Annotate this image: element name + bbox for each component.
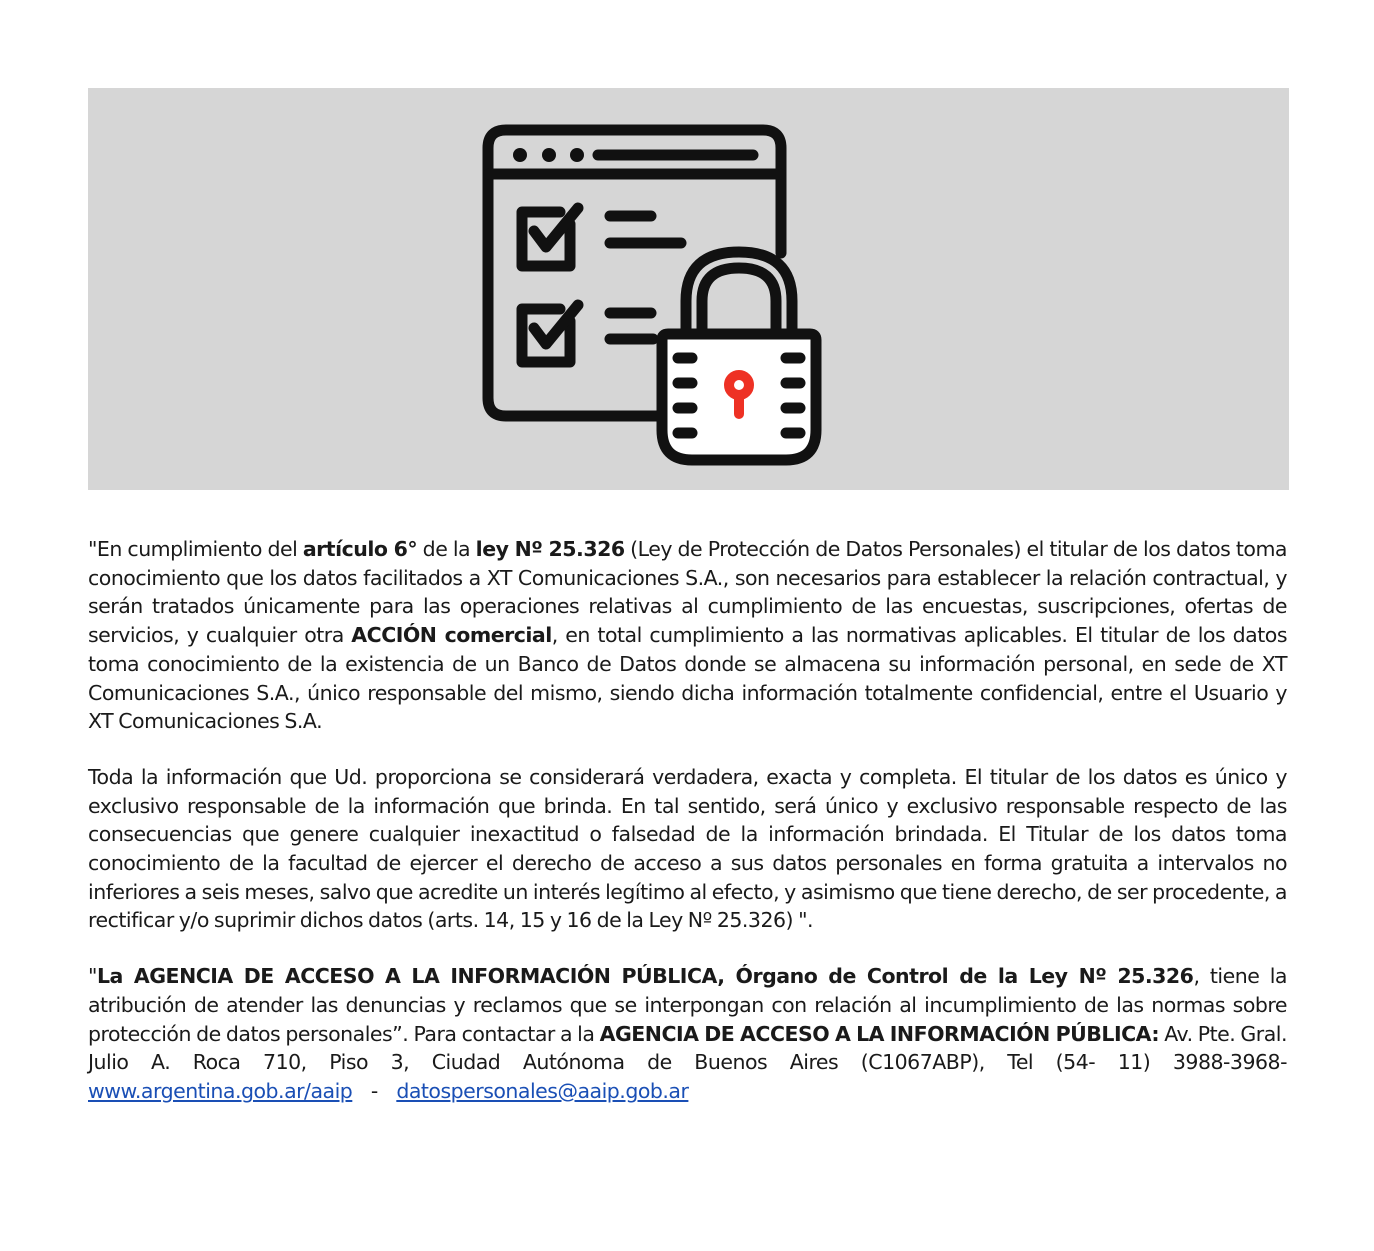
text-segment: Toda la información que Ud. proporciona se considerará verdadera, exacta y completa. El titular de los datos es único y exclusivo responsable de la información que brinda. En tal sentido, será único y exclusivo responsable respecto de las consecuencias que genere cualquier inexactitud o falsedad de la información brindada. El Titular de los datos toma conocimiento de la facultad de ejercer el derecho de acceso a sus datos personales en forma gratuita a intervalos no inferiores a seis meses, salvo que acredite un interés legítimo al efecto, y asimismo que tiene derecho, de ser procedente, a rectificar y/o suprimir dichos datos (arts. 14, 15 y 16 de la Ley Nº 25.326) ". xyxy=(88,764,1287,933)
text-segment: " xyxy=(88,964,97,989)
text-segment: , en total cumplimiento a las normativas aplicables. El titular de los datos toma conocimiento de la existencia de un Banco de Datos donde se almacena su información personal, en sede de XT Comunicaciones S.A., único responsable del mismo, siendo dicha información totalmente confidencial, entre el Usuario y XT Comunicaciones S.A. xyxy=(88,623,1288,734)
link-separator: - xyxy=(370,1078,378,1103)
bold-article-ref: artículo 6° xyxy=(302,537,418,561)
bold-commercial-action: ACCIÓN comercial xyxy=(351,623,552,648)
paragraph-rights xyxy=(88,763,1287,935)
text-segment: (Ley de Protección de Datos Personales) el titular de los datos toma conocimiento que los datos facilitados a XT Comunicaciones S.A., son necesarios para establecer la relación contractual, y serán tratados únicamente para las operaciones relativas al cumplimiento de las encuestas, suscripciones, ofertas de servicios, y cualquier otra xyxy=(88,537,1287,648)
hero-banner xyxy=(88,88,1289,490)
text-segment: de la xyxy=(417,537,476,561)
text-segment: "En cumplimiento del xyxy=(88,537,303,561)
privacy-notice xyxy=(88,535,1287,1133)
bold-agency-name: La AGENCIA DE ACCESO A LA INFORMACIÓN PÚBLICA, Órgano de Control de la Ley Nº 25.326 xyxy=(96,964,1194,989)
text-segment: Av. Pte. Gral. Julio A. Roca 710, Piso 3, Ciudad Autónoma de Buenos Aires (C1067ABP), Tel (54- 11) 3988-3968- xyxy=(88,1021,1288,1075)
paragraph-consent xyxy=(88,535,1287,736)
checklist-padlock-icon xyxy=(88,88,1289,490)
agency-website-link[interactable]: www.argentina.gob.ar/aaip xyxy=(88,1078,353,1103)
bold-agency-contact: AGENCIA DE ACCESO A LA INFORMACIÓN PÚBLICA: xyxy=(599,1021,1160,1046)
text-segment: , tiene la atribución de atender las denuncias y reclamos que se interpongan con relación al incumplimiento de las normas sobre protección de datos personales”. Para contactar a la xyxy=(88,964,1287,1046)
agency-email-link[interactable]: datospersonales@aaip.gob.ar xyxy=(396,1078,689,1103)
paragraph-agency xyxy=(88,962,1287,1106)
bold-law-ref: ley Nº 25.326 xyxy=(475,537,625,561)
